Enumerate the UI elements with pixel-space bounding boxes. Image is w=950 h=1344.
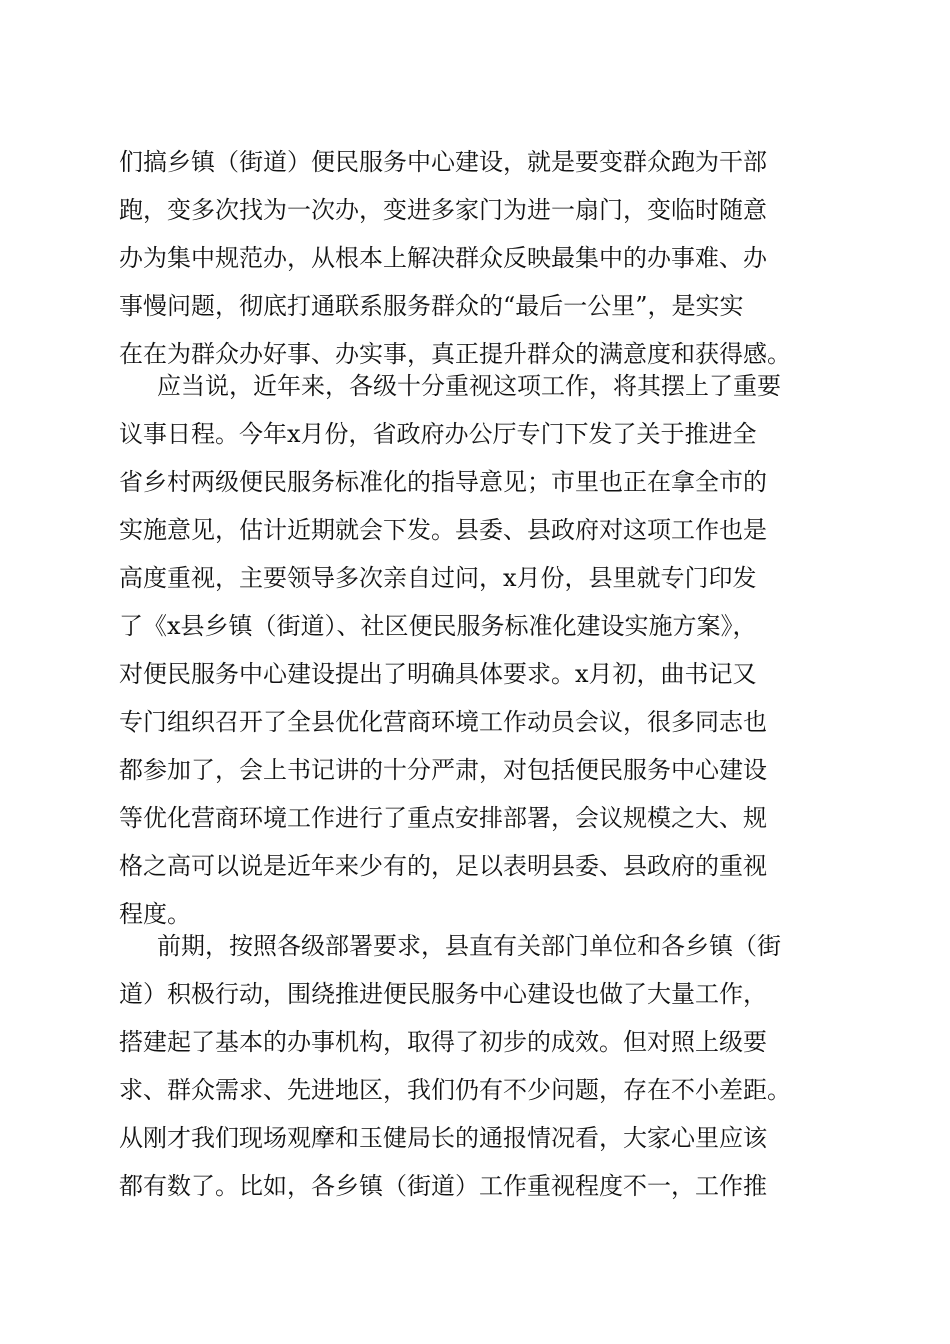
text-line: 高度重视，主要领导多次亲自过问，x月份，县里就专门印发 — [119, 564, 757, 592]
text-line: 从刚才我们现场观摩和玉健局长的通报情况看，大家心里应该 — [119, 1124, 767, 1152]
text-line: 议事日程。今年x月份，省政府办公厅专门下发了关于推进全 — [119, 420, 757, 448]
text-line: 们搞乡镇（街道）便民服务中心建设，就是要变群众跑为干部 — [119, 148, 767, 176]
text-line: 道）积极行动，围绕推进便民服务中心建设也做了大量工作， — [119, 980, 767, 1008]
text-line: 都有数了。比如，各乡镇（街道）工作重视程度不一，工作推 — [119, 1172, 767, 1200]
text-line: 专门组织召开了全县优化营商环境工作动员会议，很多同志也 — [119, 708, 767, 736]
text-line: 实施意见，估计近期就会下发。县委、县政府对这项工作也是 — [119, 516, 767, 544]
text-line: 都参加了，会上书记讲的十分严肃，对包括便民服务中心建设 — [119, 756, 767, 784]
text-line: 省乡村两级便民服务标准化的指导意见；市里也正在拿全市的 — [119, 468, 767, 496]
text-line: 搭建起了基本的办事机构，取得了初步的成效。但对照上级要 — [119, 1028, 767, 1056]
paragraph-start-line: 应当说，近年来，各级十分重视这项工作，将其摆上了重要 — [157, 372, 781, 400]
text-line: 程度。 — [119, 900, 191, 928]
text-line: 办为集中规范办，从根本上解决群众反映最集中的办事难、办 — [119, 244, 767, 272]
text-line: 了《x县乡镇（街道）、社区便民服务标准化建设实施方案》， — [119, 612, 757, 640]
text-line: 求、群众需求、先进地区，我们仍有不少问题，存在不小差距。 — [119, 1076, 791, 1104]
text-line: 跑，变多次找为一次办，变进多家门为进一扇门，变临时随意 — [119, 196, 767, 224]
text-line: 事慢问题，彻底打通联系服务群众的“最后一公里”，是实实 — [119, 292, 744, 320]
text-line: 格之高可以说是近年来少有的，足以表明县委、县政府的重视 — [119, 852, 767, 880]
paragraph-start-line: 前期，按照各级部署要求，县直有关部门单位和各乡镇（街 — [157, 932, 781, 960]
text-line: 等优化营商环境工作进行了重点安排部署，会议规模之大、规 — [119, 804, 767, 832]
text-line: 在在为群众办好事、办实事，真正提升群众的满意度和获得感。 — [119, 340, 791, 368]
text-line: 对便民服务中心建设提出了明确具体要求。x月初，曲书记又 — [119, 660, 757, 688]
